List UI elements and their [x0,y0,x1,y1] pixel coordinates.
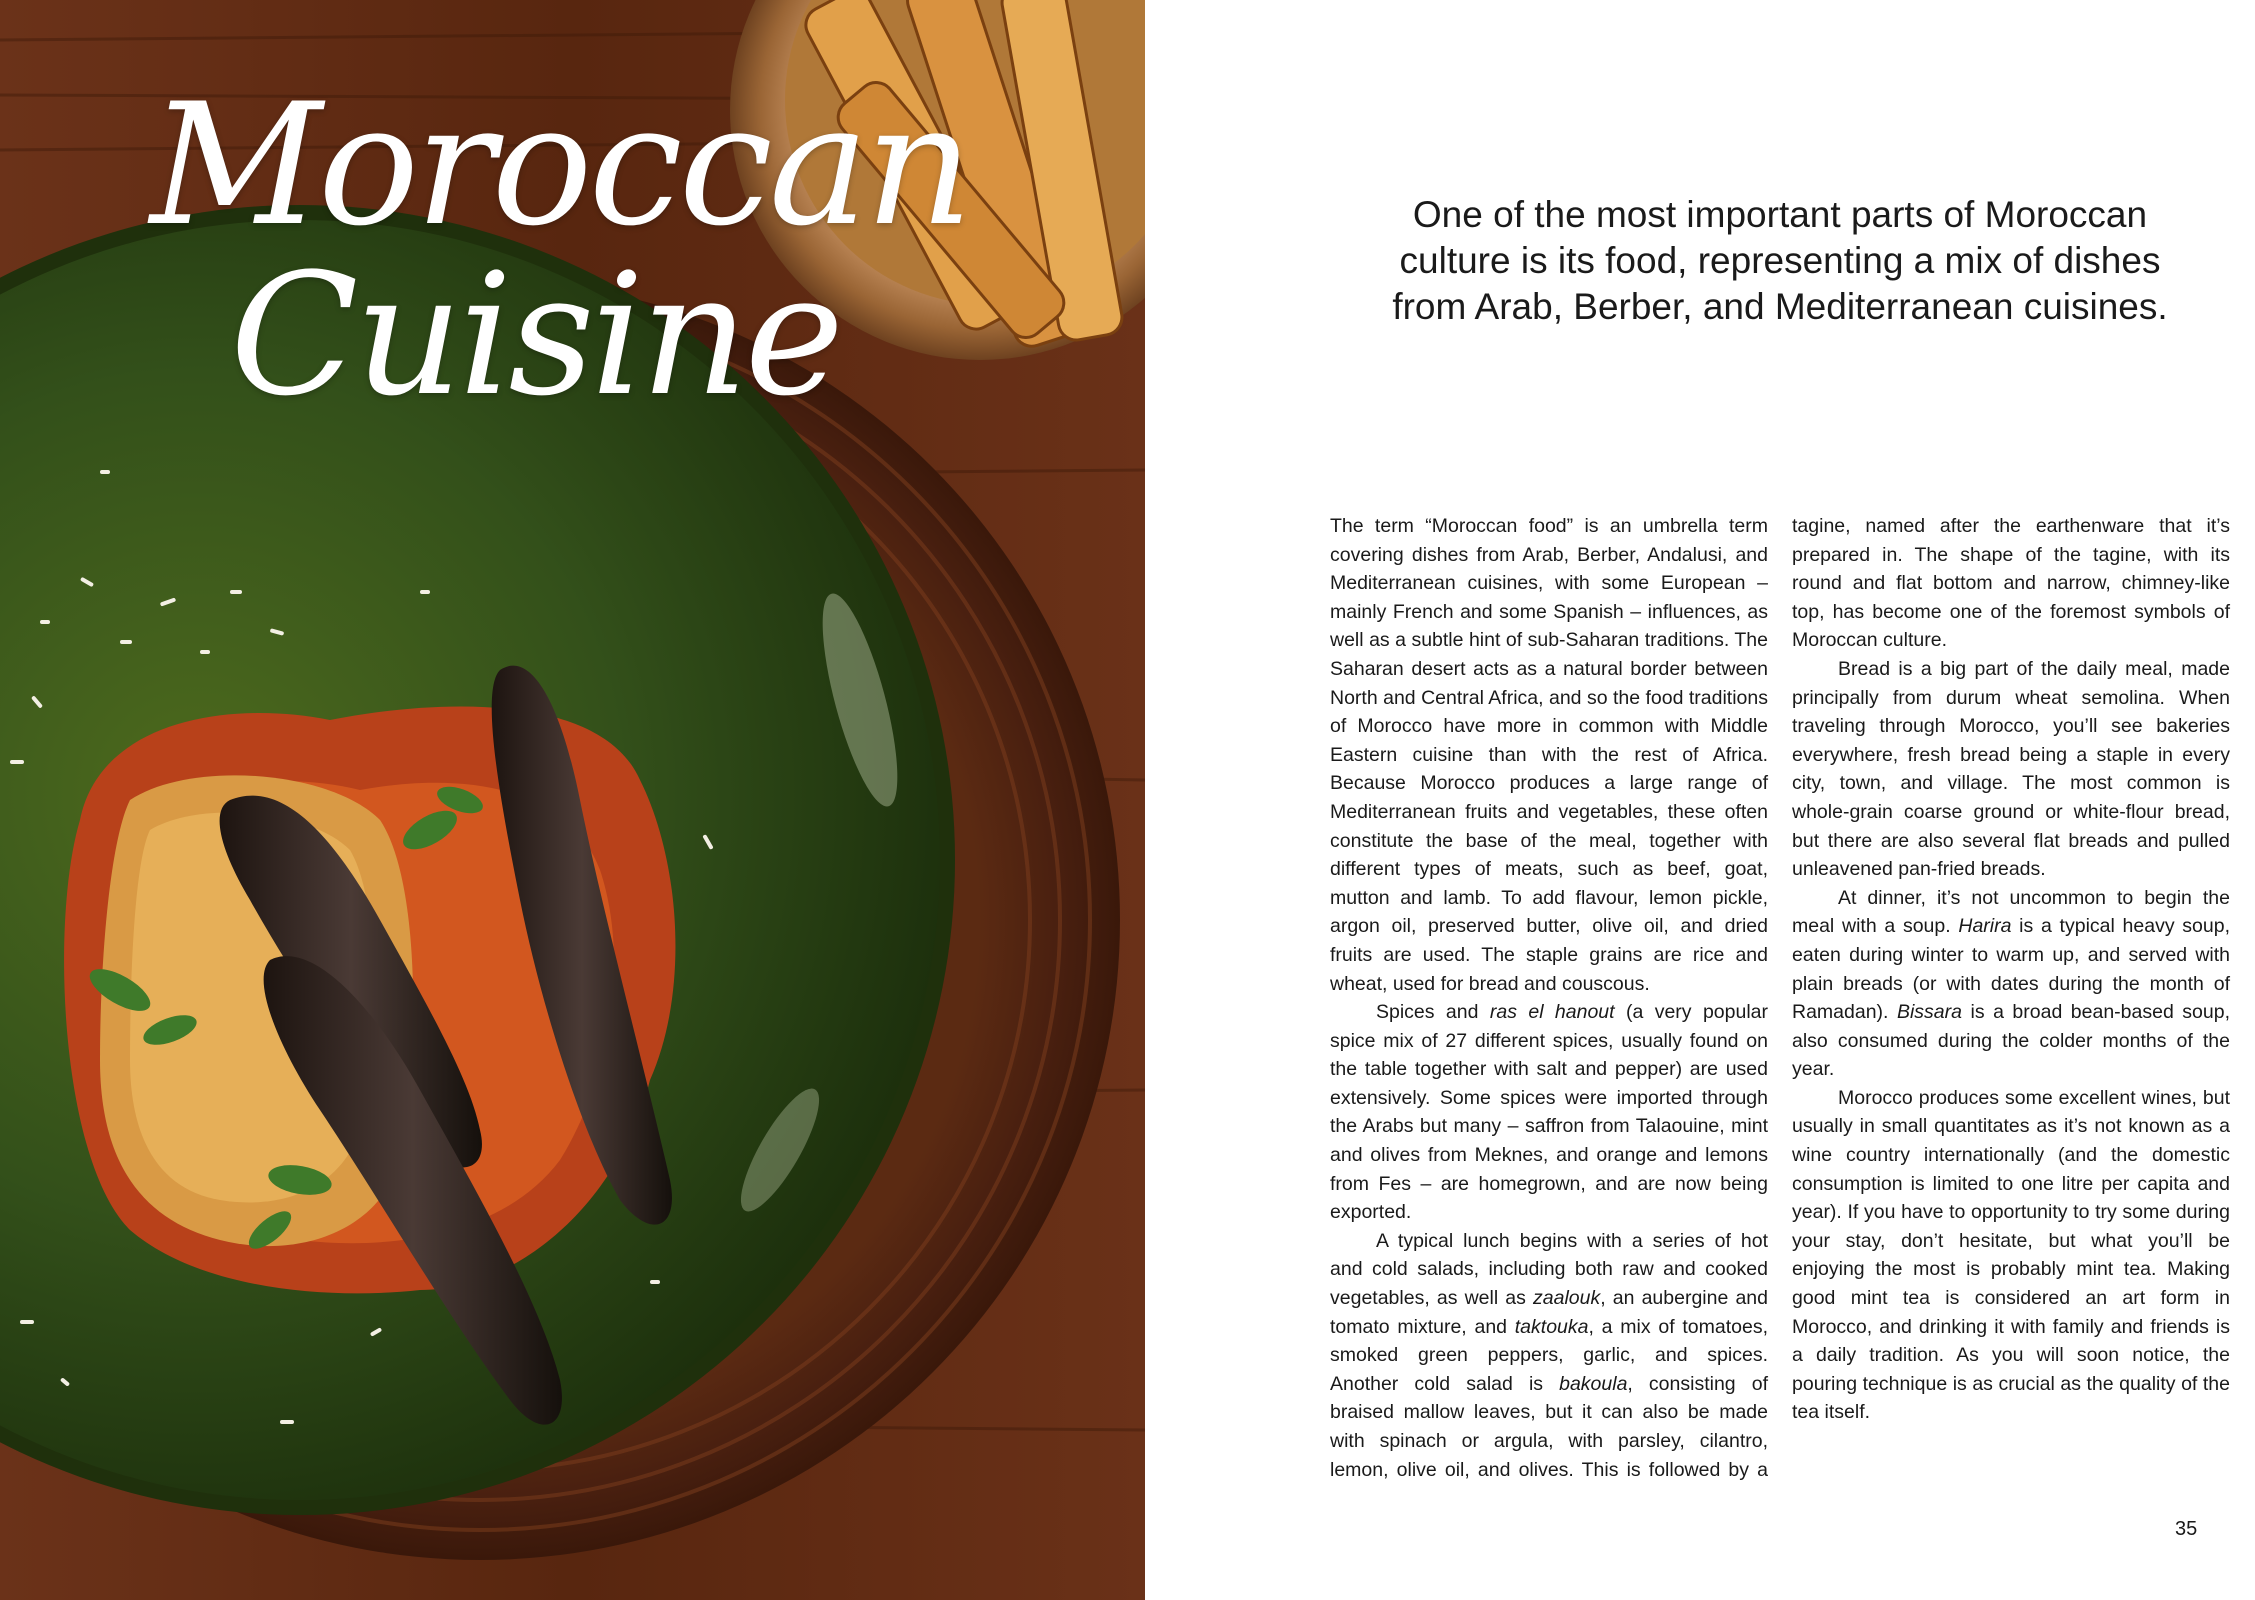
title-line-2: Cuisine [230,237,841,433]
body-paragraph-1: The term “Moroccan food” is an umbrella term covering dishes from Arab, Berber, Andalusi, and Mediterranean cuisines, with some European – mainly French and some Spanish – influences, as well as a subtle hint of sub-Saharan traditions. The Saharan desert acts as a natural border between North and Central Africa, and so the food traditions of Morocco have more in common with Middle Eastern cuisine than with the rest of Africa. Because Morocco produces a large range of Mediterranean fruits and vegetables, these often constitute the base of the meal, together with different types of meats, such as beef, goat, mutton and lamb. To add flavour, lemon pickle, argon oil, preserved butter, olive oil, and dried fruits are used. The staple grains are rice and wheat, used for bread and couscous. [1330,515,1768,995]
page-number: 35 [2175,1518,2198,1540]
body-paragraph-6: Morocco produces some excellent wines, but usually in small quantitates as it’s not known as a wine country internationally (and the domestic consumption is limited to one litre per capita and year). If you have to opportunity to try some during your stay, don’t hesitate, but what you’ll be enjoying the most is probably mint tea. Making good mint tea is considered an art form in Morocco, and drinking it with family and friends is a daily tradition. As you will soon notice, the pouring technique is as crucial as the quality of the tea itself. [1792,1086,2230,1424]
lead-paragraph: One of the most important parts of Moroccan culture is its food, representing a mix of dishes from Arab, Berber, and Mediterranean cuisines. [1392,194,2168,327]
body-paragraph-3: A typical lunch begins with a series of hot and cold salads, including both raw and cooked vegetables, as well as zaalouk, an aubergine and tomato mixture, and taktouka, a mix of tomatoes, smoked green peppers, garlic, and spices. Another cold salad is bakoula, consisting of braised mallow leaves, but it can also be made with spinach or argula, with parsley, cilantro, lemon, olive oil, and olives. This is followed by a tagine, named after the earthenware that it’s prepared in. The shape of the tagine, with its round and flat bottom and narrow, chimney-like top, has become one of the foremost symbols of Moroccan culture. [1330,515,2230,1481]
title-line-1: Moroccan [150,67,970,263]
body-paragraph-2: Spices and ras el hanout (a very popular spice mix of 27 different spices, usually found on the table together with salt and pepper) are used extensively. Some spices were imported through the Arabs but many – saffron from Talaouine, mint and olives from Meknes, and orange and lemons from Fes – are homegrown, and are now being exported. [1330,1001,1768,1224]
body-paragraph-4: Bread is a big part of the daily meal, made principally from durum wheat semolina. When traveling through Morocco, you’ll see bakeries everywhere, fresh bread being a staple in every city, town, and village. The most common is whole-grain coarse ground or white-flour bread, but there are also several flat breads and pulled unleavened pan-fried breads. [1792,657,2230,881]
body-paragraph-5: At dinner, it’s not uncommon to begin the meal with a soup. Harira is a typical heavy soup, eaten during winter to warm up, and served with plain breads (or with dates during the month of Ramadan). Bissara is a broad bean-based soup, also consumed during the colder months of the year. [1792,886,2230,1081]
article-body [1330,512,2230,1492]
page-title [150,67,1145,433]
